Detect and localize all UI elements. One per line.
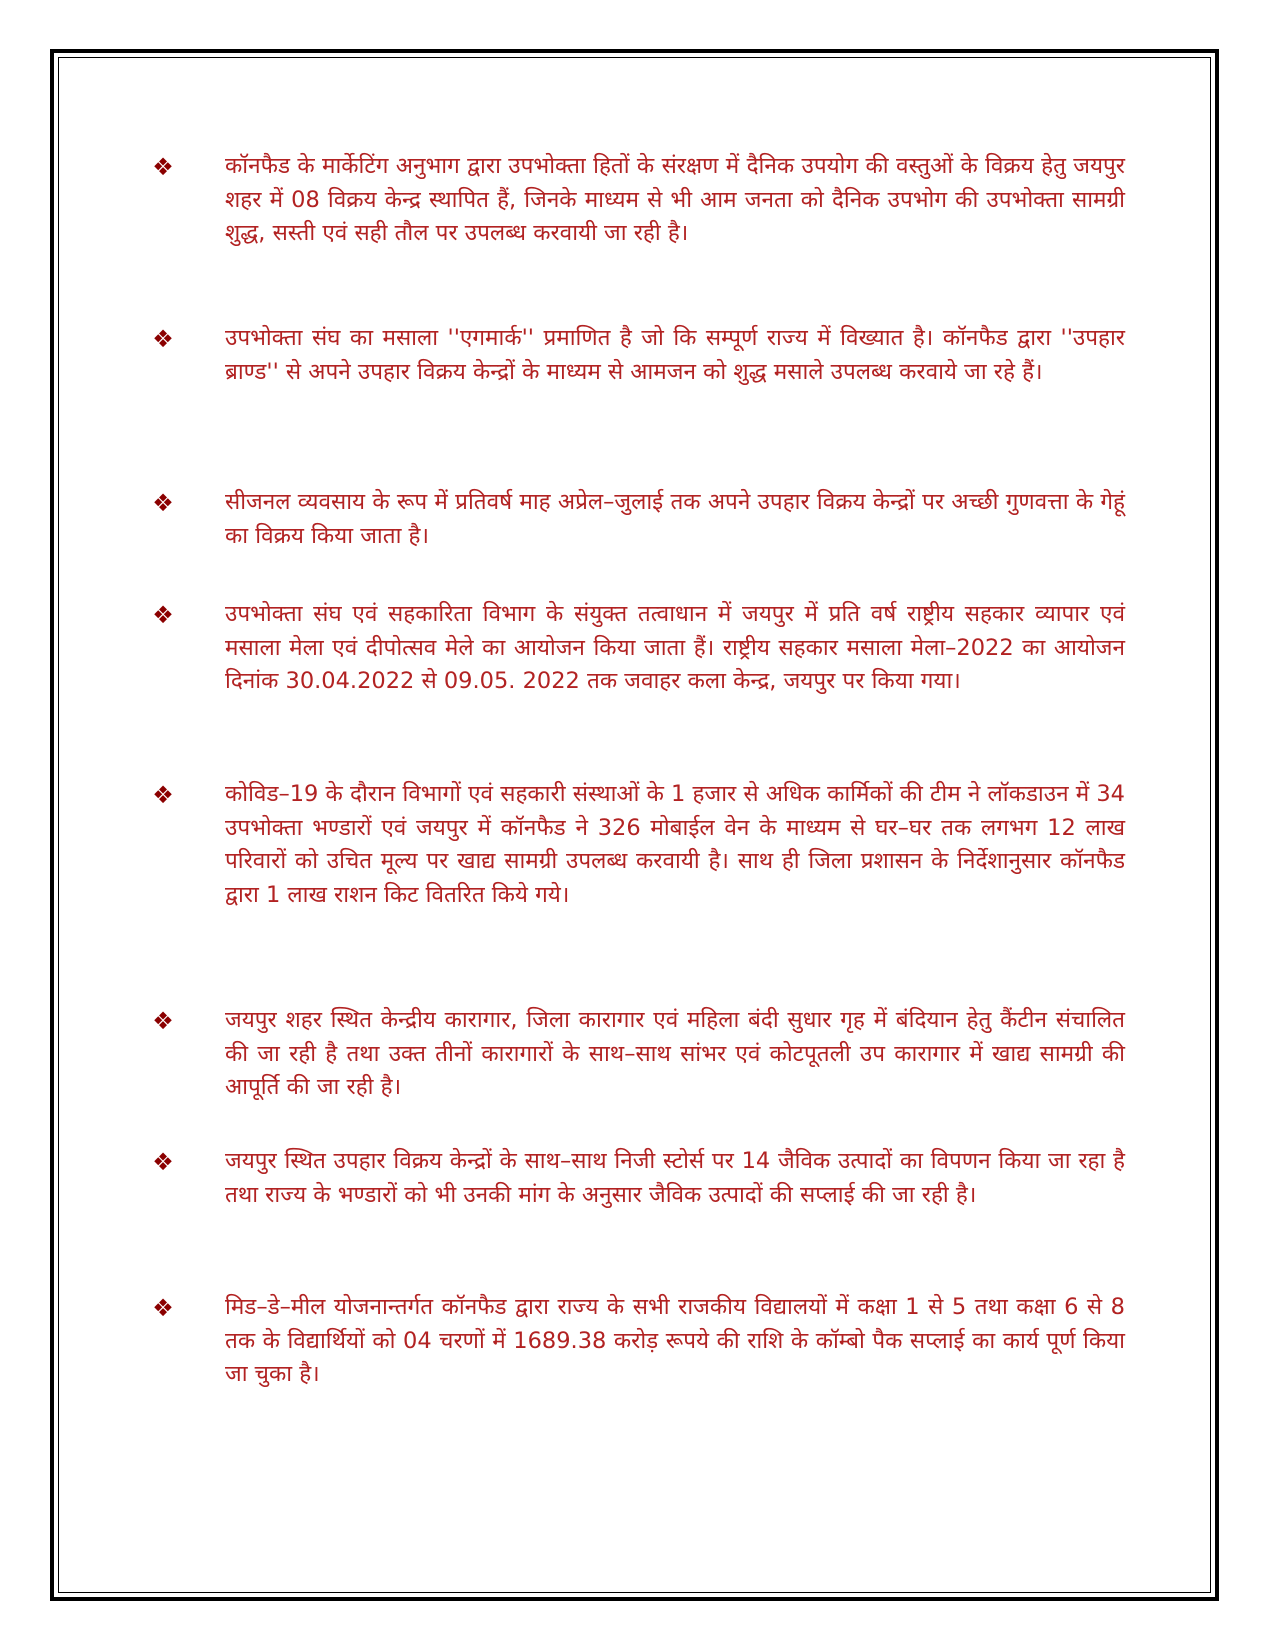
paragraph-text: उपभोक्ता संघ का मसाला ''एगमार्क'' प्रमाणित है जो कि सम्पूर्ण राज्य में विख्यात है। कॉनफैड द्वारा ''उपहार ब्राण्ड'' से अपने उपहार विक्रय केन्द्रों के माध्यम से आमजन को शुद्ध मसाले उपलब्ध करवाये जा रहे हैं।: [225, 325, 1125, 385]
paragraph-text: जयपुर स्थित उपहार विक्रय केन्द्रों के साथ–साथ निजी स्टोर्स पर 14 जैविक उत्पादों का विपणन किया जा रहा है तथा राज्य के भण्डारों को भी उनकी मांग के अनुसार जैविक उत्पादों की सप्लाई की जा रही है।: [225, 1148, 1125, 1208]
four-diamond-bullet-icon: ❖: [152, 325, 174, 353]
paragraph-text: उपभोक्ता संघ एवं सहकारिता विभाग के संयुक्त तत्वाधान में जयपुर में प्रति वर्ष राष्ट्रीय सहकार व्यापार एवं मसाला मेला एवं दीपोत्सव मेले का आयोजन किया जाता हैं। राष्ट्रीय सहकार मसाला मेला–2022 का आयोजन दिनांक 30.04.2022 से 09.05. 2022 तक जवाहर कला केन्द्र, जयपुर पर किया गया।: [225, 601, 1125, 694]
four-diamond-bullet-icon: ❖: [152, 781, 174, 809]
four-diamond-bullet-icon: ❖: [152, 1148, 174, 1176]
four-diamond-bullet-icon: ❖: [152, 601, 174, 629]
paragraph-text: कॉनफैड के मार्केटिंग अनुभाग द्वारा उपभोक्ता हितों के संरक्षण में दैनिक उपयोग की वस्तुओं के विक्रय हेतु जयपुर शहर में 08 विक्रय केन्द्र स्थापित हैं, जिनके माध्यम से भी आम जनता को दैनिक उपभोग की उपभोक्ता सामग्री शुद्ध, सस्ती एवं सही तौल पर उपलब्ध करवायी जा रही है।: [225, 153, 1125, 246]
four-diamond-bullet-icon: ❖: [152, 489, 174, 517]
paragraph-text: मिड–डे–मील योजनान्तर्गत कॉनफैड द्वारा राज्य के सभी राजकीय विद्यालयों में कक्षा 1 से 5 तथा कक्षा 6 से 8 तक के विद्यार्थियों को 04 चरणों में 1689.38 करोड़ रूपये की राशि के कॉम्बो पैक सप्लाई का कार्य पूर्ण किया जा चुका है।: [225, 1294, 1125, 1387]
paragraph-text: कोविड–19 के दौरान विभागों एवं सहकारी संस्थाओं के 1 हजार से अधिक कार्मिकों की टीम ने लॉकडाउन में 34 उपभोक्ता भण्डारों एवं जयपुर में कॉनफैड ने 326 मोबाईल वेन के माध्यम से घर–घर तक लगभग 12 लाख परिवारों को उचित मूल्य पर खाद्य सामग्री उपलब्ध करवायी है। साथ ही जिला प्रशासन के निर्देशानुसार कॉनफैड द्वारा 1 लाख राशन किट वितरित किये गये।: [225, 781, 1125, 908]
four-diamond-bullet-icon: ❖: [152, 153, 174, 181]
paragraph-text: जयपुर शहर स्थित केन्द्रीय कारागार, जिला कारागार एवं महिला बंदी सुधार गृह में बंदियान हेतु कैंटीन संचालित की जा रही है तथा उक्त तीनों कारागारों के साथ–साथ सांभर एवं कोटपूतली उप कारागार में खाद्य सामग्री की आपूर्ति की जा रही है।: [225, 1007, 1125, 1100]
four-diamond-bullet-icon: ❖: [152, 1294, 174, 1322]
paragraph-text: सीजनल व्यवसाय के रूप में प्रतिवर्ष माह अप्रेल–जुलाई तक अपने उपहार विक्रय केन्द्रों पर अच्छी गुणवत्ता के गेहूं का विक्रय किया जाता है।: [225, 489, 1125, 549]
four-diamond-bullet-icon: ❖: [152, 1007, 174, 1035]
